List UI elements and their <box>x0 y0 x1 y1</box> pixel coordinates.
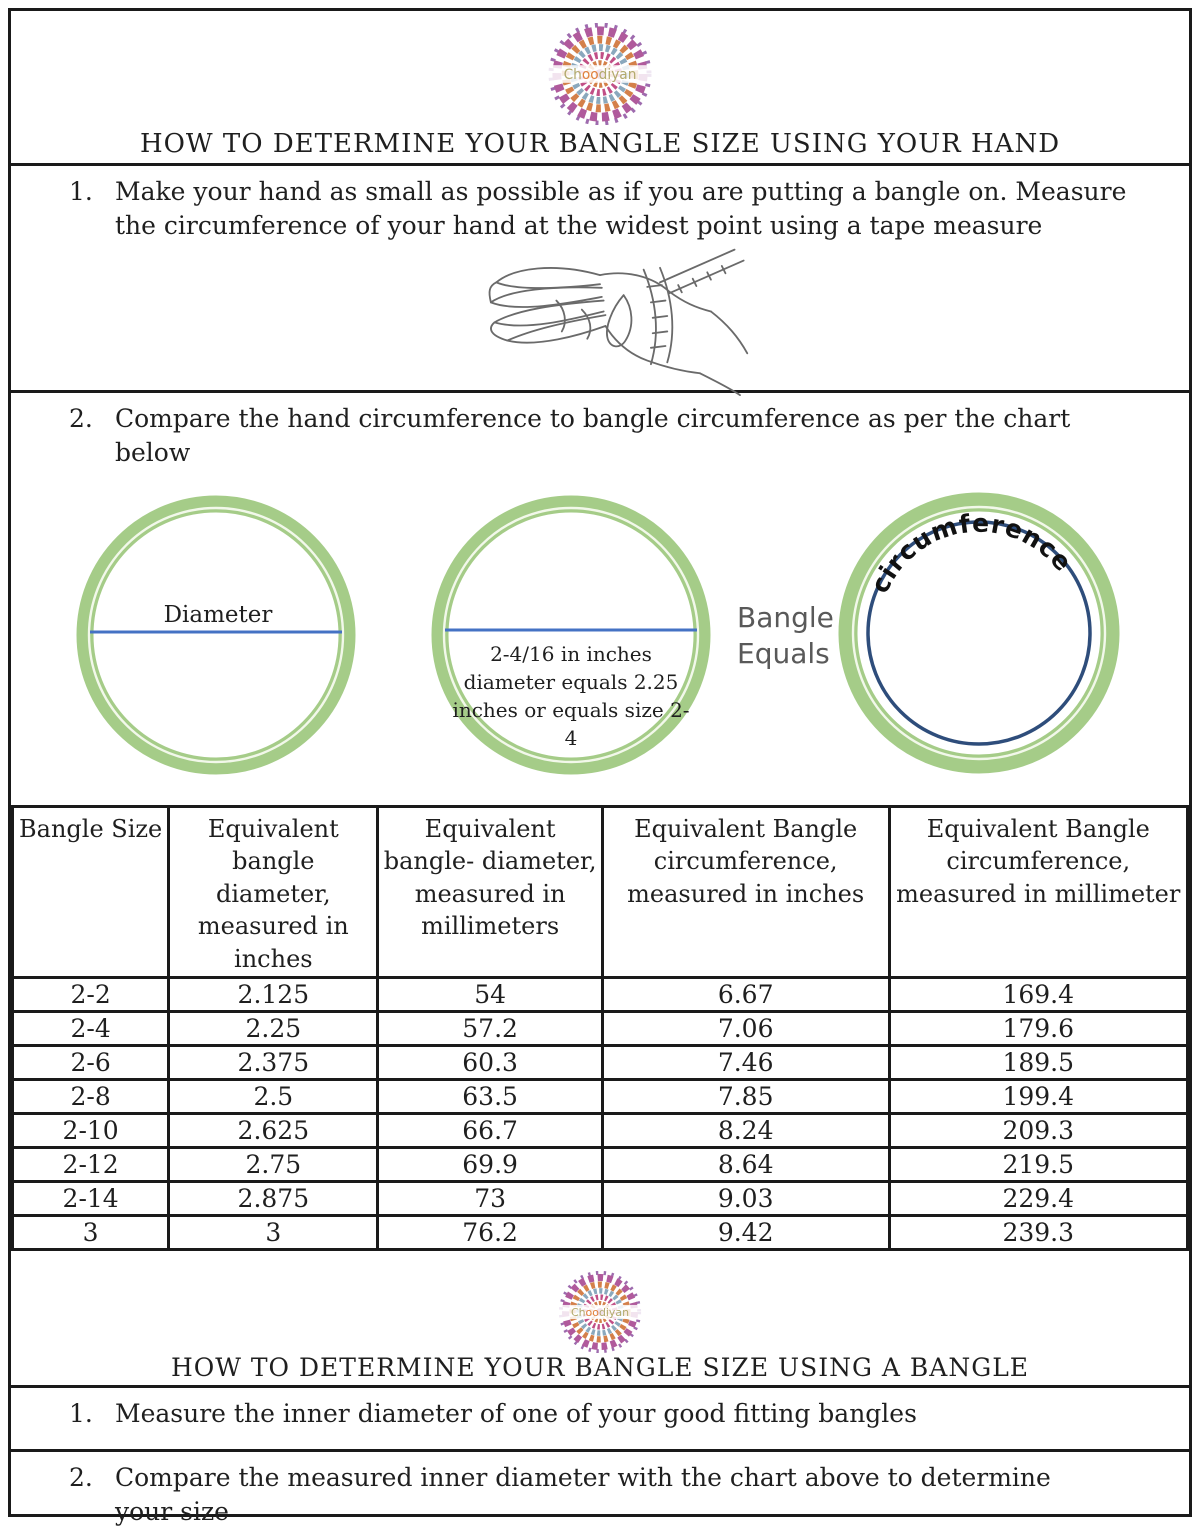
header-section <box>11 11 1189 166</box>
step-number: 1. <box>69 177 93 206</box>
table-cell: 2-12 <box>13 1147 169 1181</box>
bangle-equals-label <box>737 601 834 670</box>
table-cell: 8.64 <box>602 1147 889 1181</box>
step-number: 1. <box>69 1399 93 1428</box>
mandala-icon <box>558 1273 643 1351</box>
bangle-circle-example <box>440 504 702 766</box>
bangle-size-caption-line: inches or equals size 2- <box>452 698 690 722</box>
step-text: Compare the hand circumference to bangle circumference as per the chart below <box>115 404 1071 467</box>
table-cell: 9.03 <box>602 1181 889 1215</box>
column-header: Bangle Size <box>13 807 169 978</box>
table-cell: 2.625 <box>169 1113 378 1147</box>
table-cell: 2.375 <box>169 1045 378 1079</box>
table-cell: 54 <box>378 977 602 1011</box>
size-chart-table-wrap <box>11 805 1189 1247</box>
step-text: Measure the inner diameter of one of your good fitting bangles <box>115 1399 917 1428</box>
step-item <box>11 1452 1189 1528</box>
table-cell: 7.85 <box>602 1079 889 1113</box>
table-cell: 2.875 <box>169 1181 378 1215</box>
table-cell: 8.24 <box>602 1113 889 1147</box>
diameter-label: Diameter <box>163 602 273 628</box>
table-cell: 2.75 <box>169 1147 378 1181</box>
table-cell: 76.2 <box>378 1215 602 1249</box>
table-cell: 7.46 <box>602 1045 889 1079</box>
table-cell: 63.5 <box>378 1079 602 1113</box>
table-cell: 66.7 <box>378 1113 602 1147</box>
table-cell: 209.3 <box>889 1113 1187 1147</box>
svg-text:Equals: Equals <box>737 637 830 670</box>
table-row <box>13 1045 1188 1079</box>
column-header: Equivalent Bangle circumference, measured in millimeter <box>889 807 1187 978</box>
table-row <box>13 977 1188 1011</box>
table-cell: 229.4 <box>889 1181 1187 1215</box>
table-cell: 7.06 <box>602 1011 889 1045</box>
bangle-size-caption-line: 4 <box>564 726 578 750</box>
table-cell: 6.67 <box>602 977 889 1011</box>
table-cell: 2-4 <box>13 1011 169 1045</box>
step-item <box>11 1388 1189 1431</box>
table-cell: 69.9 <box>378 1147 602 1181</box>
bangle-size-caption-line: diameter equals 2.25 <box>463 670 679 694</box>
size-chart-table <box>11 805 1189 1251</box>
table-row <box>13 1181 1188 1215</box>
brand-logo-small <box>553 1271 647 1353</box>
table-row <box>13 1079 1188 1113</box>
bangle-size-caption-line: 2-4/16 in inches <box>490 642 652 666</box>
table-cell: 3 <box>13 1215 169 1249</box>
table-cell: 219.5 <box>889 1147 1187 1181</box>
bangle-circle-circumference <box>848 502 1110 764</box>
hand-step-1-section <box>11 166 1189 393</box>
step-number: 2. <box>69 1463 93 1492</box>
bangle-size-guide-page <box>8 8 1192 1526</box>
table-row <box>13 1011 1188 1045</box>
svg-text:Bangle: Bangle <box>737 601 834 634</box>
circumference-arc-label: circumference <box>865 508 1079 598</box>
step-item <box>11 393 1189 469</box>
column-header: Equivalent bangle diameter, measured in inches <box>169 807 378 978</box>
hand-tape-measure-illustration <box>435 246 765 396</box>
table-cell: 2.25 <box>169 1011 378 1045</box>
table-row <box>13 1113 1188 1147</box>
step-item <box>11 166 1189 242</box>
table-cell: 189.5 <box>889 1045 1187 1079</box>
footer-header-section <box>11 1241 1189 1388</box>
column-header: Equivalent bangle- diameter, measured in millimeters <box>378 807 602 978</box>
footer-title: HOW TO DETERMINE YOUR BANGLE SIZE USING A BANGLE <box>170 1353 1030 1382</box>
hand-illustration-wrap <box>11 246 1189 396</box>
step-text: Make your hand as small as possible as if you are putting a bangle on. Measure the circumference of your hand at the widest point using a tape measure <box>115 177 1127 240</box>
table-cell: 2-8 <box>13 1079 169 1113</box>
size-table-body <box>13 977 1188 1249</box>
table-cell: 169.4 <box>889 977 1187 1011</box>
table-row <box>13 1147 1188 1181</box>
table-cell: 3 <box>169 1215 378 1249</box>
hand-step-2-section <box>11 393 1189 805</box>
table-cell: 2.125 <box>169 977 378 1011</box>
table-cell: 57.2 <box>378 1011 602 1045</box>
table-cell: 199.4 <box>889 1079 1187 1113</box>
table-cell: 60.3 <box>378 1045 602 1079</box>
table-cell: 73 <box>378 1181 602 1215</box>
table-cell: 239.3 <box>889 1215 1187 1249</box>
table-cell: 2-14 <box>13 1181 169 1215</box>
brand-logo <box>541 23 659 125</box>
table-cell: 2.5 <box>169 1079 378 1113</box>
table-cell: 2-10 <box>13 1113 169 1147</box>
bangle-diagram <box>11 475 1189 810</box>
column-header: Equivalent Bangle circumference, measured in inches <box>602 807 889 978</box>
bangle-step-2-section <box>11 1452 1189 1528</box>
table-header-row <box>13 807 1188 978</box>
step-text: Compare the measured inner diameter with the chart above to determine your size <box>115 1463 1051 1526</box>
table-cell: 2-6 <box>13 1045 169 1079</box>
table-cell: 9.42 <box>602 1215 889 1249</box>
bangle-step-1-section <box>11 1388 1189 1452</box>
mandala-icon <box>547 25 653 123</box>
table-cell: 2-2 <box>13 977 169 1011</box>
bangle-circle-diameter <box>85 504 347 766</box>
table-cell: 179.6 <box>889 1011 1187 1045</box>
page-title: HOW TO DETERMINE YOUR BANGLE SIZE USING YOUR HAND <box>139 129 1061 159</box>
step-number: 2. <box>69 404 93 433</box>
